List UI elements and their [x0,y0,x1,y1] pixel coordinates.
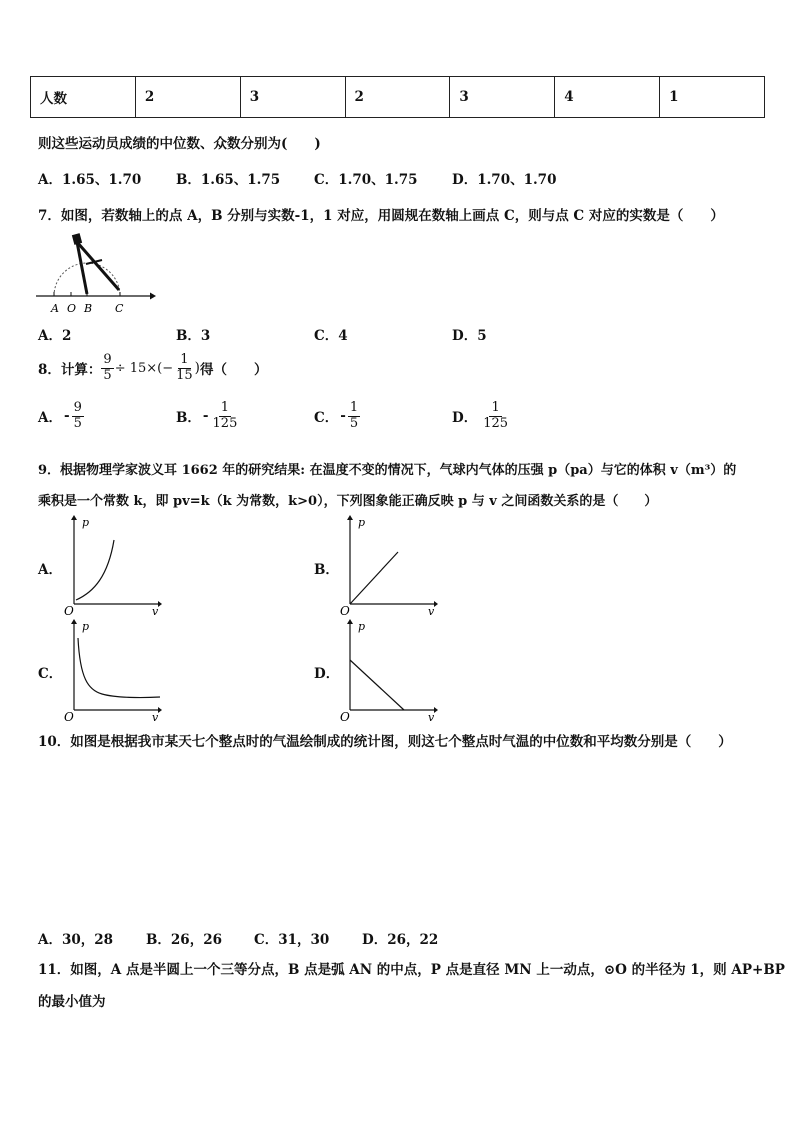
table-row [31,77,765,118]
svg-text:p: p [358,516,366,529]
graph-c [62,618,162,722]
q8-option-d: D． $\frac{1}{125}$ [452,400,509,431]
svg-text:v: v [152,711,159,722]
q10-option-a: A．30，28 [38,932,114,948]
svg-text:p: p [358,620,366,633]
q6-option-b: B．1.65、1.75 [176,172,281,188]
compass-number-line-figure [34,232,156,316]
table-cell: 2 [135,77,240,118]
q6-option-d: D．1.70、1.70 [452,172,557,188]
table-cell: 人数 [31,77,136,118]
q9-line2: 乘积是一个常数 k，即 pv=k（k 为常数，k>0），下列图象能正确反映 p 与 v 之间函数关系的是（ ） [38,494,658,509]
q8-prefix: 8．计算： [38,362,102,378]
svg-text:O: O [340,710,350,722]
graph-b [338,514,438,616]
point-a-label: A [51,302,59,315]
q8-tail: 得（ ） [199,362,268,378]
q7-option-d: D．5 [452,328,487,344]
graph-d [338,618,438,722]
q8-expr-close: ) [194,360,200,376]
q9-option-a: A． [38,562,62,578]
svg-text:O: O [64,710,74,722]
q8-option-a: A． - $\frac{9}{5}$ [38,400,82,431]
svg-text:O: O [340,604,350,616]
data-table [30,76,765,118]
q10-option-d: D．26，22 [362,932,439,948]
table-cell: 3 [240,77,345,118]
q9-option-b: B． [314,562,339,578]
q7-option-a: A．2 [38,328,72,344]
fraction: $\frac{9}{5}$ [103,351,112,383]
q9-option-d: D． [314,666,340,682]
table-cell: 2 [345,77,450,118]
point-b-label: B [84,302,93,315]
point-o-label: O [67,302,77,315]
table-cell: 1 [660,77,765,118]
fraction: $\frac{1}{5}$ [349,400,359,431]
fraction: $\frac{9}{5}$ [73,400,82,431]
q11-line1: 11．如图，A 点是半圆上一个三等分点，B 点是弧 AN 的中点，P 点是直径 MN 上一动点，⊙O 的半径为 1，则 AP+BP [38,962,785,978]
q7-question: 7．如图，若数轴上的点 A，B 分别与实数-1，1 对应，用圆规在数轴上画点 C，则与点 C 对应的实数是（ ） [38,208,724,224]
q7-option-b: B．3 [176,328,211,344]
q6-option-c: C．1.70、1.75 [314,172,418,188]
q10-option-b: B．26，26 [146,932,222,948]
q6-option-a: A．1.65、1.70 [38,172,142,188]
fraction: $\frac{1}{15}$ [176,351,193,383]
q8-question [38,348,267,388]
svg-text:v: v [428,711,435,722]
compass-icon [72,233,119,294]
svg-text:v: v [428,605,435,616]
q6-question: 则这些运动员成绩的中位数、众数分别为( ) [38,136,321,152]
q9-line1: 9．根据物理学家波义耳 1662 年的研究结果: 在温度不变的情况下，气球内气体的压强 p（pa）与它的体积 v（m³）的 [38,463,737,478]
q8-expr-mid: ÷ 15×(− [114,360,174,376]
svg-text:p: p [82,516,90,529]
q11-line2: 的最小值为 [38,994,106,1010]
fraction: $\frac{1}{125}$ [483,400,509,431]
q9-option-c: C． [38,666,63,682]
svg-text:O: O [64,604,74,616]
table-cell: 3 [450,77,555,118]
svg-text:p: p [82,620,90,633]
q10-option-c: C．31，30 [254,932,330,948]
table-cell: 4 [555,77,660,118]
graph-a [62,514,162,616]
q10-question: 10．如图是根据我市某天七个整点时的气温绘制成的统计图，则这七个整点时气温的中位数和平均数分别是（ ） [38,734,732,750]
q8-option-c: C． - $\frac{1}{5}$ [314,400,359,431]
fraction: $\frac{1}{125}$ [212,400,238,431]
point-c-label: C [115,302,124,315]
svg-text:v: v [152,605,159,616]
q7-option-c: C．4 [314,328,348,344]
q8-option-b: B． - $\frac{1}{125}$ [176,400,238,431]
